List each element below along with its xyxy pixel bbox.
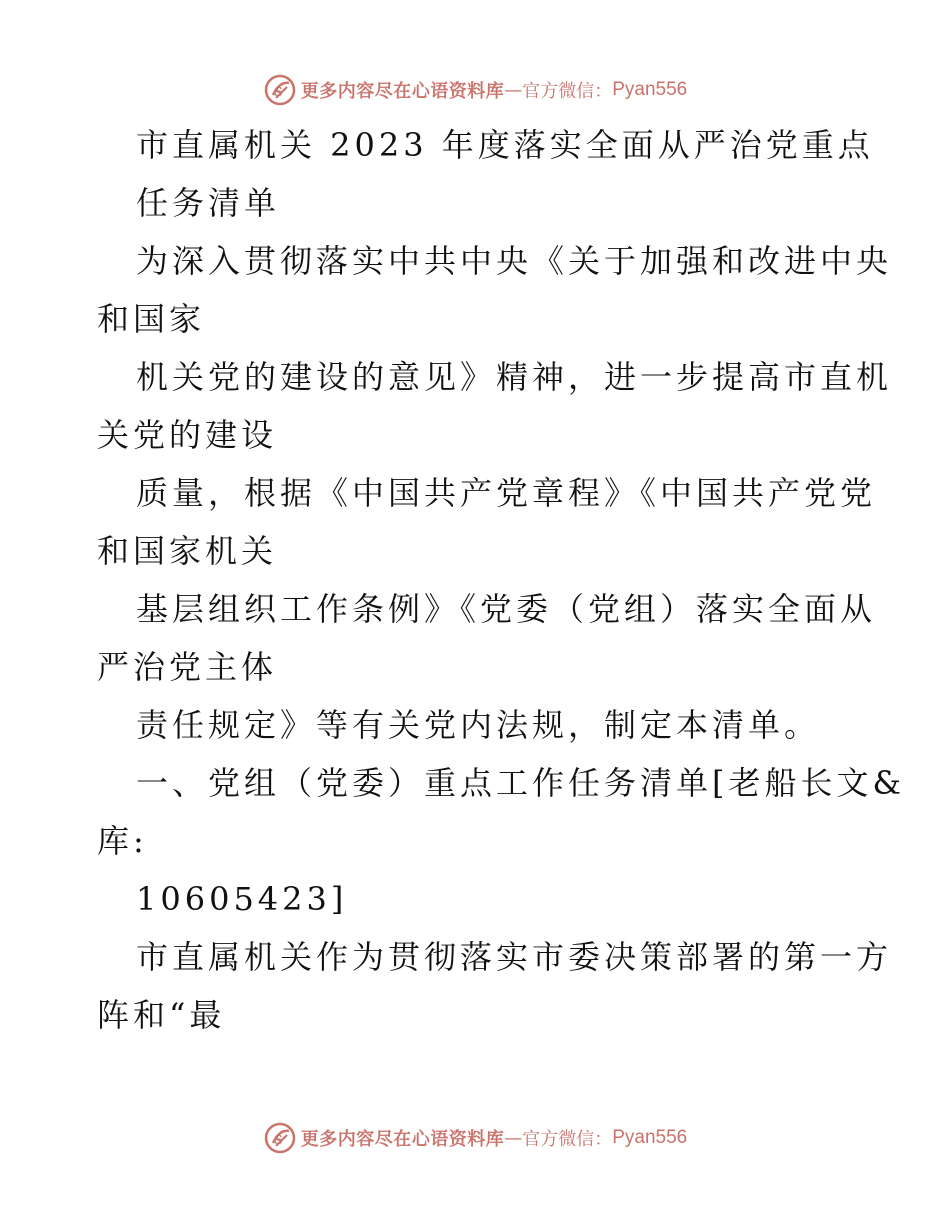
doc-paragraph-line: 为深入贯彻落实中共中央《关于加强和改进中央: [136, 242, 893, 280]
doc-title-line-2: 任务清单: [136, 184, 281, 222]
logo-text: S: [273, 85, 283, 99]
doc-paragraph-line: 基层组织工作条例》《党委（党组）落实全面从: [136, 590, 877, 628]
doc-section-heading-line: 库:: [97, 822, 148, 860]
watermark-footer: [0, 1118, 950, 1158]
doc-paragraph-line: 关党的建设: [97, 416, 278, 454]
doc-paragraph-line: 和国家: [97, 300, 206, 338]
logo-text: S: [273, 1133, 283, 1147]
watermark-separator: —: [504, 1127, 523, 1149]
doc-paragraph-line: 严治党主体: [97, 648, 278, 686]
watermark-wechat-id: Pyan556: [612, 1127, 688, 1148]
doc-paragraph-line: 和国家机关: [97, 532, 278, 570]
watermark-wechat-label: 官方微信：: [522, 81, 613, 102]
watermark-wechat-label: 官方微信：: [522, 1129, 613, 1150]
document-body: [97, 116, 905, 1044]
logo-icon: [263, 73, 297, 107]
watermark-separator: —: [504, 79, 523, 101]
doc-paragraph-line: 机关党的建设的意见》精神，进一步提高市直机: [136, 358, 893, 396]
watermark-wechat-id: Pyan556: [612, 79, 688, 100]
doc-paragraph-line: 责任规定》等有关党内法规，制定本清单。: [136, 706, 821, 744]
watermark-main-text: 更多内容尽在心语资料库: [300, 1129, 505, 1150]
doc-section-heading-line: 10605423]: [136, 880, 348, 918]
watermark-header: [0, 70, 950, 110]
doc-paragraph-line: 市直属机关作为贯彻落实市委决策部署的第一方: [136, 938, 893, 976]
doc-paragraph-line: 质量，根据《中国共产党章程》《中国共产党党: [136, 474, 877, 512]
watermark-main-text: 更多内容尽在心语资料库: [300, 81, 505, 102]
doc-title-line-1: 市直属机关 2023 年度落实全面从严治党重点: [136, 126, 874, 164]
logo-icon: [263, 1121, 297, 1155]
doc-paragraph-line: 阵和“最: [97, 996, 226, 1034]
doc-section-heading-line: 一、党组（党委）重点工作任务清单[老船长文&: [136, 764, 905, 802]
